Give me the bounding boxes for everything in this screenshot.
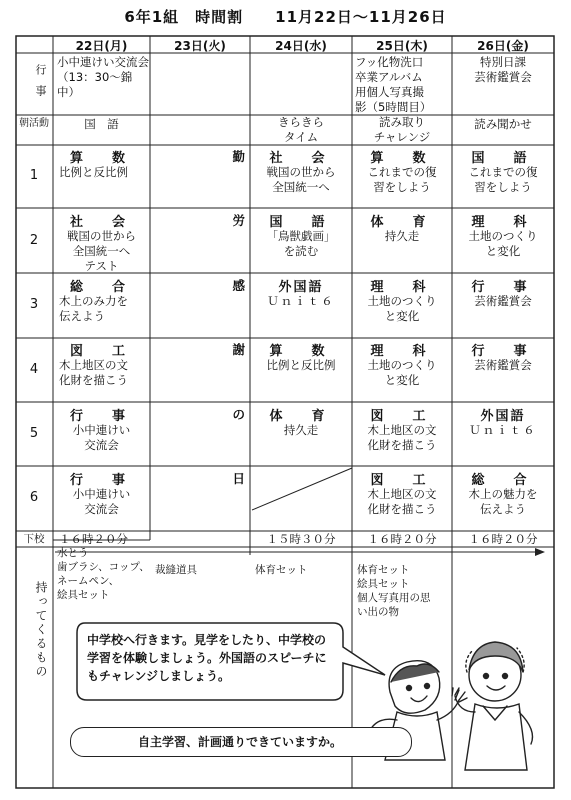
- day-header-fri: 26日(金): [477, 39, 529, 53]
- content-p5-fri: Ｕｎｉｔ６: [469, 423, 537, 437]
- morning-fri: 読み聞かせ: [474, 117, 532, 131]
- reminder-text: 自主学習、計画通りできていますか。: [137, 735, 342, 749]
- content-p4-mon: 木上地区の文 化財を描こう: [59, 358, 128, 387]
- content-p6-fri: 木上の魅力を 伝えよう: [468, 487, 538, 516]
- period-number: 4: [29, 362, 39, 377]
- students-illustration: [355, 620, 555, 785]
- events-fri: 特別日課 芸術鑑賞会: [474, 55, 532, 84]
- subject-p3-fri: 行 事: [471, 280, 535, 295]
- subject-p6-fri: 総 合: [471, 473, 535, 488]
- subject-p5-wed: 体 育: [269, 409, 333, 424]
- subject-p1-wed: 社 会: [269, 151, 333, 166]
- content-p4-thu: 土地のつくり と変化: [367, 358, 437, 387]
- content-p3-fri: 芸術鑑賞会: [474, 294, 532, 308]
- holiday-char: 感: [232, 278, 245, 293]
- bring-thu: 体育セット 絵具セット 個人写真用の思 い出の物: [357, 564, 431, 618]
- dismissal-wed: １５時３０分: [266, 532, 336, 546]
- events-row-label: 行事: [34, 64, 47, 106]
- subject-p4-thu: 理 科: [370, 344, 434, 359]
- morning-row-label: 朝活動: [19, 118, 49, 129]
- subject-p2-fri: 理 科: [471, 215, 535, 230]
- content-p5-mon: 小中連けい 交流会: [72, 423, 131, 452]
- holiday-char: 勤: [232, 149, 245, 164]
- period-number: 1: [29, 168, 39, 183]
- subject-p1-mon: 算 数: [69, 151, 133, 166]
- subject-p2-mon: 社 会: [69, 215, 133, 230]
- period-number: 3: [29, 297, 39, 312]
- subject-p5-mon: 行 事: [69, 409, 133, 424]
- events-mon: 小中連けい交流会（13：30〜錦中）: [57, 55, 149, 99]
- subject-p4-fri: 行 事: [471, 344, 535, 359]
- morning-thu: 読み取り チャレンジ: [373, 115, 431, 144]
- bring-row-label: 持ってくるもの: [34, 581, 48, 679]
- events-thu: フッ化物洗口 卒業アルバム 用個人写真撮 影（5時間目）: [355, 55, 432, 114]
- timetable: [15, 35, 555, 790]
- bring-mon: 水とう 歯ブラシ、コップ、ネームペン、 絵具セット: [57, 547, 150, 601]
- day-header-mon: 22日(月): [75, 39, 128, 53]
- subject-p5-fri: 外国語: [480, 409, 526, 424]
- content-p6-thu: 木上地区の文 化財を描こう: [367, 487, 437, 516]
- subject-p3-wed: 外国語: [278, 280, 324, 295]
- dismissal-thu: １６時２０分: [367, 532, 437, 546]
- content-p2-fri: 土地のつくり と変化: [468, 229, 538, 258]
- morning-wed: きらきら タイム: [278, 115, 324, 144]
- subject-p2-thu: 体 育: [370, 215, 434, 230]
- content-p4-fri: 芸術鑑賞会: [474, 358, 532, 372]
- subject-p4-mon: 図 工: [69, 344, 133, 359]
- bring-wed: 体育セット: [255, 564, 308, 576]
- content-p2-mon: 戦国の世から 全国統一へ テスト: [67, 229, 136, 273]
- subject-p6-mon: 行 事: [69, 473, 133, 488]
- dismissal-row-label: 下校: [23, 533, 45, 545]
- period-number: 5: [29, 426, 39, 441]
- bring-tue: 裁縫道具: [155, 564, 197, 576]
- subject-p3-mon: 総 合: [69, 280, 133, 295]
- period-number: 6: [29, 490, 39, 505]
- content-p5-wed: 持久走: [283, 423, 319, 437]
- content-p4-wed: 比例と反比例: [266, 358, 336, 372]
- content-p5-thu: 木上地区の文 化財を描こう: [367, 423, 437, 452]
- holiday-char: 日: [232, 471, 245, 486]
- subject-p6-thu: 図 工: [370, 473, 434, 488]
- day-header-wed: 24日(水): [275, 39, 327, 53]
- content-p2-thu: 持久走: [384, 229, 420, 243]
- content-p3-mon: 木上のみ力を 伝えよう: [59, 294, 128, 323]
- page-title: 6年1組 時間割 11月22日〜11月26日: [124, 8, 447, 26]
- morning-mon: 国 語: [84, 117, 119, 131]
- day-header-thu: 25日(木): [376, 39, 428, 53]
- subject-p1-fri: 国 語: [471, 151, 535, 166]
- subject-p2-wed: 国 語: [269, 215, 333, 230]
- content-p3-wed: Ｕｎｉｔ６: [267, 294, 335, 308]
- content-p1-mon: 比例と反比例: [59, 165, 128, 179]
- period-number: 2: [29, 233, 39, 248]
- dismissal-mon: １６時２０分: [59, 532, 128, 546]
- content-p1-wed: 戦国の世から 全国統一へ: [266, 165, 336, 194]
- content-p2-wed: 「鳥獣戯画」 を読む: [266, 229, 336, 258]
- subject-p3-thu: 理 科: [370, 280, 434, 295]
- day-header-tue: 23日(火): [174, 39, 226, 53]
- subject-p1-thu: 算 数: [370, 151, 434, 166]
- holiday-char: の: [232, 407, 245, 422]
- holiday-char: 謝: [232, 342, 245, 357]
- dismissal-fri: １６時２０分: [468, 532, 538, 546]
- subject-p5-thu: 図 工: [370, 409, 434, 424]
- content-p1-fri: これまでの復 習をしよう: [468, 165, 538, 194]
- content-p3-thu: 土地のつくり と変化: [367, 294, 437, 323]
- message-text: 中学校へ行きます。見学をしたり、中学校の学習を体験しましょう。外国語のスピーチにもチャレンジしましょう。: [87, 633, 327, 683]
- content-p1-thu: これまでの復 習をしよう: [367, 165, 437, 194]
- holiday-char: 労: [232, 213, 245, 228]
- subject-p4-wed: 算 数: [269, 344, 333, 359]
- content-p6-mon: 小中連けい 交流会: [72, 487, 131, 516]
